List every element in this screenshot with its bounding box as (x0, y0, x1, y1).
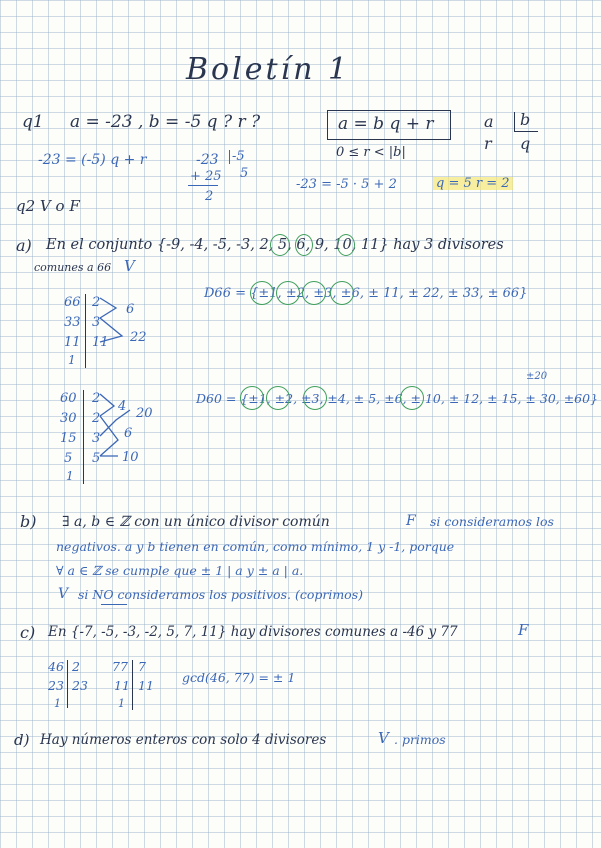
long-division-divisor: -5 (232, 149, 245, 164)
b-label: b) (20, 512, 37, 531)
f46-left-1: 23 (48, 678, 64, 693)
c-verdict: F (518, 621, 529, 639)
b-line1-verdict: F (406, 513, 416, 529)
f46-left-2: 1 (54, 697, 61, 710)
c-statement: En {-7, -5, -3, -2, 5, 7, 11} hay divisores comunes a -46 y 77 (48, 624, 458, 640)
schema-b: b (520, 110, 531, 129)
f66-left-0: 66 (64, 295, 81, 310)
c-label: c) (20, 623, 36, 642)
a-verdict: V (124, 257, 135, 275)
f60-left-2: 15 (60, 431, 77, 446)
b-line4: si NO consideramos los positivos. (coprimos) (78, 587, 363, 602)
q1-statement: a = -23 , b = -5 q ? r ? (70, 112, 261, 132)
d66-set: D66 = {±1, ±2, ±3, ±6, ± 11, ± 22, ± 33, ± 66} (204, 286, 528, 301)
schema-q: q (520, 134, 531, 153)
f60-left-0: 60 (60, 391, 77, 406)
long-division-dividend: -23 (196, 152, 219, 168)
f77-right-0: 7 (138, 659, 146, 674)
f77-left-2: 1 (118, 697, 125, 710)
b-line4-verdict: V (58, 586, 69, 602)
f77-left-0: 77 (112, 659, 128, 674)
f60-product-1: 20 (136, 406, 153, 421)
remainder-condition: 0 ≤ r < |b| (336, 145, 406, 160)
d-note: . primos (394, 732, 446, 747)
d60-note: ±20 (526, 371, 548, 382)
q1-equation: -23 = (-5) q + r (38, 152, 147, 168)
f66-right-1: 3 (92, 315, 101, 330)
f66-left-1: 33 (64, 315, 81, 330)
b-line1-cont: si consideramos los (430, 514, 554, 529)
f46-right-0: 2 (72, 659, 80, 674)
f46-divider (67, 660, 68, 708)
d60-set: D60 = {±1, ±2, ±3, ±4, ± 5, ±6, ± 10, ± 12, ± 15, ± 30, ±60} (196, 391, 599, 406)
gcd-result: gcd(46, 77) = ± 1 (182, 670, 296, 685)
d-statement: Hay números enteros con solo 4 divisores (40, 732, 327, 748)
f60-right-1: 2 (92, 411, 101, 426)
f60-product-2: 6 (124, 426, 133, 441)
f60-left-4: 1 (66, 469, 74, 483)
long-division-sub: + 25 (190, 169, 222, 184)
f60-product-0: 4 (118, 399, 127, 414)
f77-divider (132, 660, 133, 710)
f46-right-1: 23 (72, 678, 88, 693)
q1-check: -23 = -5 · 5 + 2 (296, 177, 397, 192)
f66-left-2: 11 (64, 335, 81, 350)
no-underline (101, 604, 127, 605)
division-formula: a = b q + r (338, 114, 434, 134)
f77-right-1: 11 (138, 678, 154, 693)
a-statement-cont: comunes a 66 (34, 261, 112, 274)
schema-a: a (484, 112, 494, 131)
f66-right-2: 11 (92, 335, 109, 350)
f66-product-1: 22 (130, 330, 147, 345)
schema-r: r (484, 134, 492, 153)
f66-right-0: 2 (92, 295, 101, 310)
long-division-remainder: 2 (205, 189, 214, 204)
q1-result: q = 5 r = 2 (433, 177, 513, 190)
d-label: d) (14, 731, 30, 749)
q2-label: q2 V o F (16, 197, 80, 215)
a-label: a) (16, 236, 32, 255)
f60-right-2: 3 (92, 431, 101, 446)
f60-right-3: 5 (92, 451, 101, 466)
f60-product-3: 10 (122, 450, 139, 465)
long-division-quotient: 5 (240, 166, 249, 181)
page-title: Boletín 1 (186, 52, 351, 87)
b-line3: ∀ a ∈ ℤ se cumple que ± 1 | a y ± a | a. (56, 563, 304, 578)
f77-left-1: 11 (114, 678, 130, 693)
b-line2: negativos. a y b tienen en común, como mínimo, 1 y -1, porque (56, 539, 455, 554)
q1-label: q1 (22, 112, 44, 132)
f60-right-0: 2 (92, 391, 101, 406)
a-statement: En el conjunto {-9, -4, -5, -3, 2, 5, 6, 9, 10, 11} hay 3 divisores (46, 237, 504, 253)
f66-left-3: 1 (68, 353, 76, 367)
b-line1: ∃ a, b ∈ ℤ con un único divisor común (62, 514, 330, 530)
f60-left-1: 30 (60, 411, 77, 426)
d-verdict: V (378, 729, 389, 747)
f66-product-0: 6 (126, 302, 135, 317)
f46-left-0: 46 (48, 659, 64, 674)
f60-left-3: 5 (64, 451, 73, 466)
